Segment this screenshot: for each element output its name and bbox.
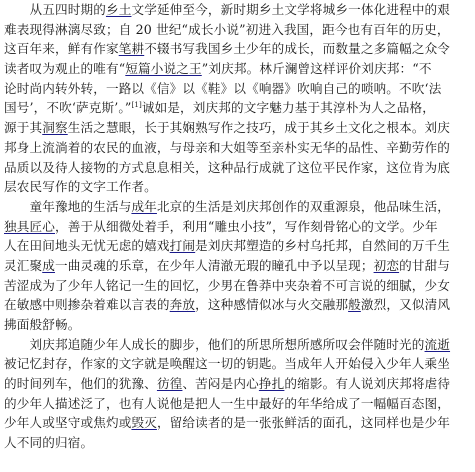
- text-segment: 灵汇聚: [4, 257, 43, 273]
- text-segment: 人不同的归宿。: [4, 435, 94, 451]
- text-line: [4, 197, 472, 217]
- text-line: [4, 413, 472, 433]
- text-line: [4, 256, 472, 276]
- text-segment: 童年豫地的生活与: [4, 198, 132, 214]
- text-segment: 一曲灵魂的乐章，在少年人清澈无瑕的瞳孔中予以呈现；: [54, 257, 374, 273]
- text-segment: 北京的生活是刘庆邦创作的双重源泉，他品味生活，: [156, 198, 451, 214]
- text-line: [4, 236, 472, 256]
- text-line: [4, 177, 472, 197]
- text-segment: 人在田间地头无忧无虑的嬉戏: [4, 238, 170, 254]
- text-segment: 生活之慧眼，长于其娴熟写作之技巧，成于其乡土文化之根本。刘庆: [67, 120, 451, 136]
- text-line: [4, 335, 472, 355]
- text-segment: 论时尚内转外转，一路以《信》以《鞋》以《响器》吹响自己的唢呐。不吹‘法: [4, 80, 442, 96]
- text-line: [4, 276, 472, 296]
- underlined-term: 毁灭: [131, 415, 157, 431]
- text-line: [4, 394, 472, 414]
- text-segment: 苦涩成为了少年人铭记一生的回忆，少男在鲁莽中夹杂着不可言说的细腻，少女: [4, 277, 451, 293]
- text-segment: 的甘甜与: [399, 257, 451, 273]
- text-segment: 文学延伸至今，新时期乡土文学将城乡一体化进程中的艰: [131, 2, 451, 17]
- text-segment: 少年人或坚守或焦灼或: [4, 415, 132, 431]
- text-segment: 拂面般舒畅。: [4, 317, 81, 332]
- text-line: [4, 354, 472, 374]
- text-line: [4, 118, 472, 138]
- paragraph: [4, 197, 472, 335]
- text-line: [4, 315, 472, 335]
- text-segment: 激烈，又似清风: [360, 297, 451, 313]
- text-segment: ”刘庆邦。林斤澜曾这样评价刘庆邦：“不: [201, 61, 432, 77]
- text-line: [4, 98, 472, 118]
- text-segment: ，这种感情似冰与火交融那: [195, 297, 349, 313]
- text-line: [4, 59, 472, 79]
- text-segment: 不辍书写我国乡土少年的成长，而数量之多篇幅之众令: [144, 41, 451, 57]
- text-segment: 被记忆封存，作家的文字就是唤醒这一切的钥匙。当成年人开始侵入少年人乘坐: [4, 356, 451, 372]
- underlined-term: 洞察: [42, 120, 68, 136]
- text-segment: 、苦闷是内心: [182, 376, 259, 392]
- text-line: [4, 433, 472, 453]
- underlined-term: 流逝: [424, 336, 451, 352]
- underlined-term: 独具匠心: [4, 218, 55, 234]
- text-segment: 20 世纪“成长小说”初进入我国，距今也有百年的历史，: [135, 21, 450, 37]
- text-line: [4, 0, 472, 20]
- text-segment: 的缩影。有人说刘庆邦将虐待: [284, 376, 451, 392]
- text-segment: 的少年人描述泛了，也有人说他是把人一生中最好的年华给成了一幅幅百态图，: [4, 395, 451, 411]
- document-page: [4, 0, 472, 453]
- text-segment: 是刘庆邦塑造的乡村乌托邦，自然间的万千生: [195, 238, 451, 254]
- underlined-term: 彷徨: [156, 376, 183, 392]
- text-segment: ，善于从细微处着手，利用“雕虫小技”，写作刻骨铭心的文学。少年: [54, 218, 438, 234]
- text-segment: 层农民写作的文字工作者。: [4, 179, 157, 195]
- text-line: [4, 217, 472, 237]
- citation-superscript: [1]: [131, 101, 142, 110]
- text-segment: ，留给读者的是一张张鲜活的面孔，这同样也是少年: [156, 415, 451, 431]
- text-segment: 源于其: [4, 120, 43, 136]
- underlined-term: 笔耕: [118, 41, 145, 57]
- text-segment: 品质以及待人接物的方式息息相关，这种品行成就了这位平民作家，这位肯为底: [4, 159, 451, 175]
- text-segment: 刘庆邦追随少年人成长的脚步，他们的所思所想所感所叹会伴随时光的: [4, 336, 425, 352]
- underlined-term: 短篇小说之王: [125, 61, 202, 77]
- text-segment: 这百年来，鲜有作家: [4, 41, 119, 57]
- underlined-term: 打闹: [169, 238, 196, 254]
- text-segment: 的时间列车，他们的犹豫、: [4, 376, 157, 392]
- underlined-term: 成: [42, 257, 55, 273]
- underlined-term: 成年: [131, 198, 157, 214]
- text-segment: 国号’，不吹‘萨克斯’。”: [4, 100, 132, 116]
- underlined-term: 般: [348, 297, 361, 313]
- text-segment: 读者叹为观止的唯有“: [4, 61, 126, 77]
- text-segment: 在敏感中则掺杂着难以言表的: [4, 297, 170, 313]
- text-segment: 难表现得淋漓尽致；自: [4, 21, 136, 37]
- underlined-term: 初恋: [373, 257, 400, 273]
- text-segment: 从五四时期的: [4, 2, 106, 17]
- text-line: [4, 138, 472, 158]
- underlined-term: 乡土: [105, 2, 132, 17]
- text-line: [4, 39, 472, 59]
- text-segment: 邦身上流淌着的农民的血液，与母亲和大姐等至亲朴实无华的品性、辛勤劳作的: [4, 139, 451, 155]
- text-line: [4, 79, 472, 99]
- text-line: [4, 158, 472, 178]
- paragraph: [4, 0, 472, 197]
- underlined-term: 挣扎: [258, 376, 285, 392]
- text-line: [4, 295, 472, 315]
- underlined-term: 奔放: [169, 297, 196, 313]
- text-line: [4, 20, 472, 40]
- paragraph: [4, 335, 472, 453]
- text-segment: 诚如是，刘庆邦的文字魅力基于其淳朴为人之品格，: [141, 100, 435, 116]
- text-line: [4, 374, 472, 394]
